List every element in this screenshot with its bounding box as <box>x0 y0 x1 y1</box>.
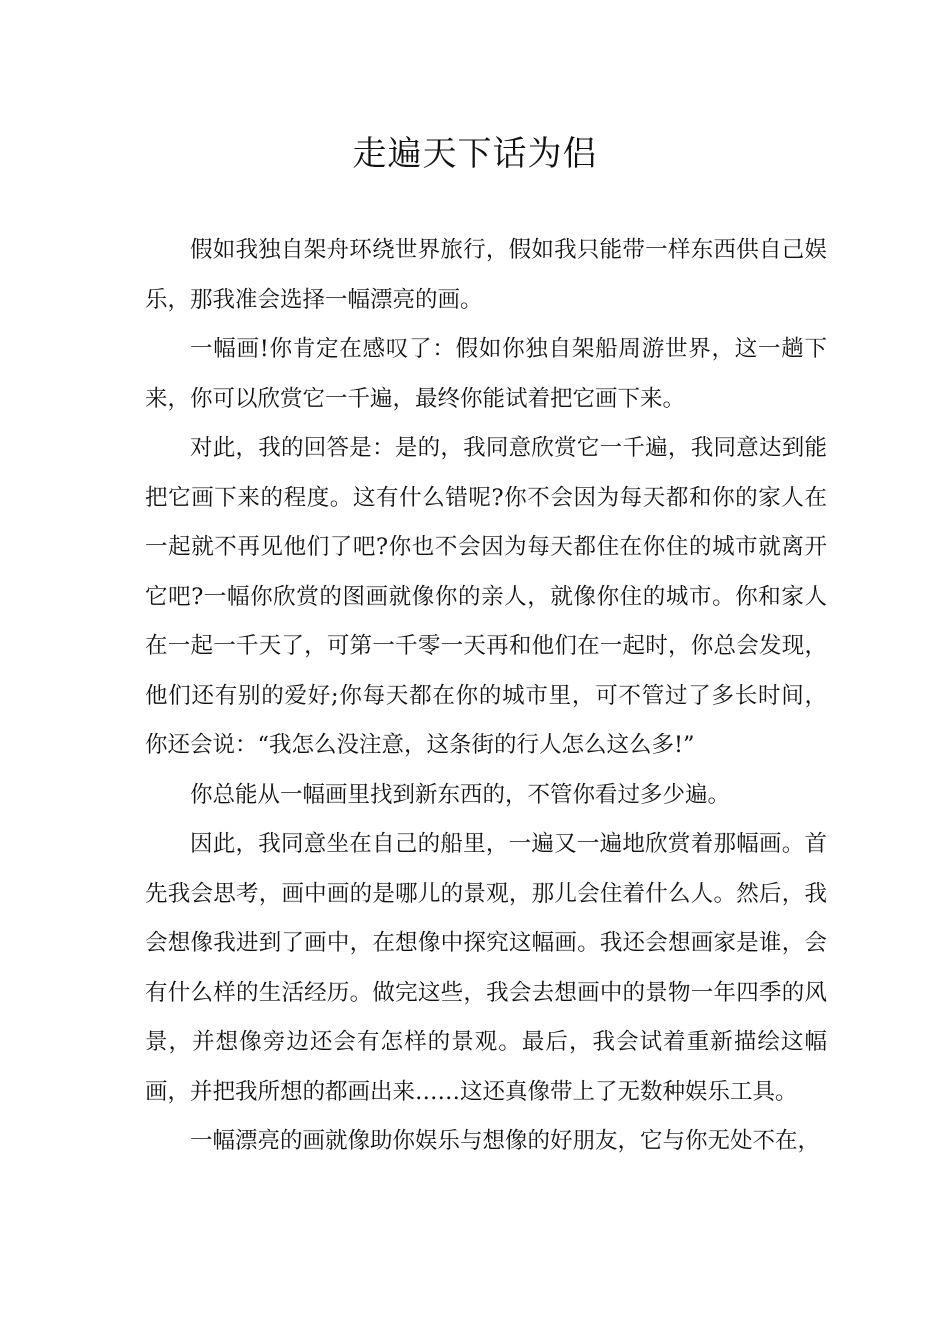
paragraph: 一幅画!你肯定在感叹了：假如你独自架船周游世界，这一趟下来，你可以欣赏它一千遍，最终你能试着把它画下来。 <box>145 336 827 412</box>
paragraph: 你总能从一幅画里找到新东西的，不管你看过多少遍。 <box>190 781 731 808</box>
paragraph: 因此，我同意坐在自己的船里，一遍又一遍地欣赏着那幅画。首先我会思考，画中画的是哪儿的景观，那儿会住着什么人。然后，我会想像我进到了画中，在想像中探究这幅画。我还会想画家是谁，会有什么样的生活经历。做完这些，我会去想画中的景物一年四季的风景，并想像旁边还会有怎样的景观。最后，我会试着重新描绘这幅画，并把我所想的都画出来……这还真像带上了无数种娱乐工具。 <box>145 831 827 1105</box>
paragraph: 假如我独自架舟环绕世界旅行，假如我只能带一样东西供自己娱乐，那我准会选择一幅漂亮的画。 <box>145 237 827 313</box>
document-title: 走遍天下话为侣 <box>352 134 598 174</box>
paragraph: 一幅漂亮的画就像助你娱乐与想像的好朋友，它与你无处不在， <box>190 1128 821 1154</box>
paragraph: 对此，我的回答是：是的，我同意欣赏它一千遍，我同意达到能把它画下来的程度。这有什么错呢?你不会因为每天都和你的家人在一起就不再见他们了吧?你也不会因为每天都住在你住的城市就离开它吧?一幅你欣赏的图画就像你的亲人，就像你住的城市。你和家人在一起一千天了，可第一千零一天再和他们在一起时，你总会发现，他们还有别的爱好;你每天都在你的城市里，可不管过了多长时间，你还会说：“我怎么没注意，这条街的行人怎么这么多!” <box>145 435 827 758</box>
document-body <box>145 226 827 1167</box>
